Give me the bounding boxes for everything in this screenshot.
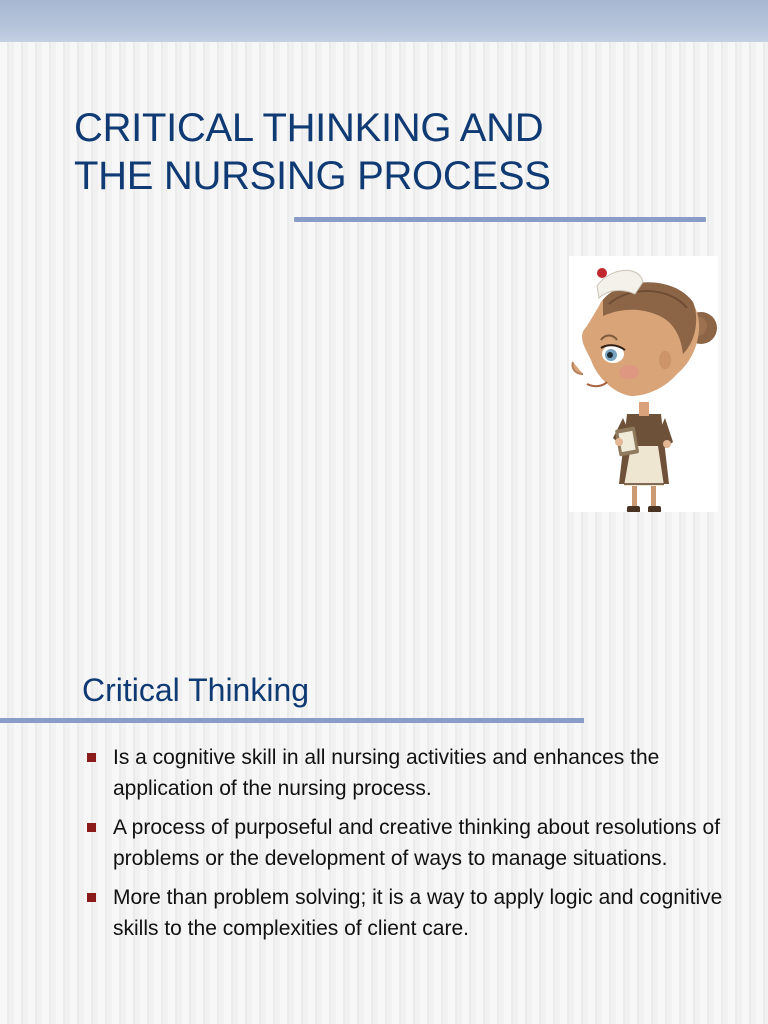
bullet-text: More than problem solving; it is a way to apply logic and cognitive skills to the complexities of client care.	[113, 886, 723, 940]
bullet-item	[87, 882, 757, 944]
bullet-list	[87, 742, 757, 952]
bullet-text: A process of purposeful and creative thinking about resolutions of problems or the development of ways to manage situations.	[113, 816, 721, 870]
title-line-1: CRITICAL THINKING AND	[74, 106, 544, 150]
bullet-item	[87, 742, 757, 804]
bullet-text: Is a cognitive skill in all nursing activities and enhances the application of the nursing process.	[113, 746, 660, 800]
section-underline	[0, 718, 584, 723]
square-bullet-icon	[87, 753, 96, 762]
slide-2	[0, 512, 768, 1024]
header-band	[0, 0, 768, 42]
slide-title	[74, 104, 694, 200]
nurse-illustration	[569, 256, 718, 512]
section-title: Critical Thinking	[82, 672, 310, 708]
square-bullet-icon	[87, 823, 96, 832]
title-line-2: THE NURSING PROCESS	[74, 154, 551, 198]
title-underline	[294, 217, 706, 222]
nurse-icon	[569, 256, 718, 512]
square-bullet-icon	[87, 893, 96, 902]
bullet-item	[87, 812, 757, 874]
